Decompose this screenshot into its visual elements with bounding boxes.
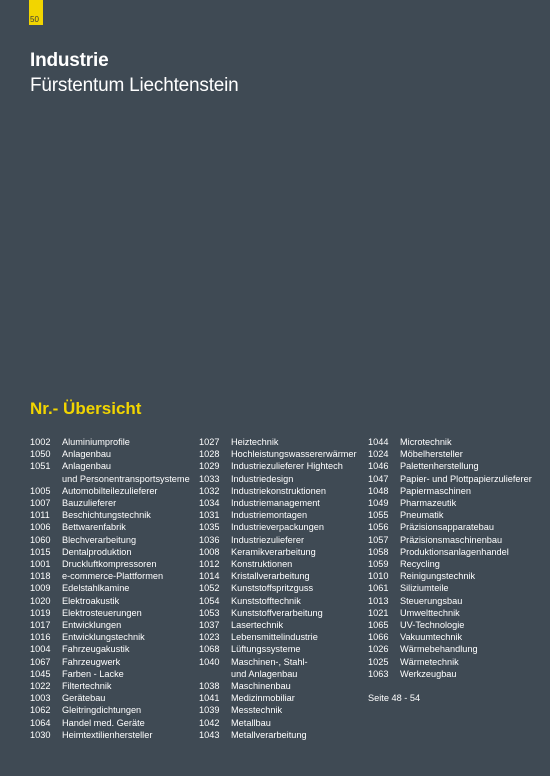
index-entry (199, 546, 357, 558)
index-entry (30, 643, 190, 655)
index-entry (199, 473, 357, 485)
index-entry (30, 717, 190, 729)
index-entry-label: Reinigungstechnik (400, 571, 476, 582)
index-entry-label: Präzisionsmaschinenbau (400, 534, 503, 545)
index-entry-number: 1025 (368, 656, 389, 667)
index-entry-number: 1049 (368, 498, 389, 509)
index-entry-number: 1054 (199, 595, 220, 606)
index-entry-number: 1061 (368, 583, 389, 594)
index-entry-label: Wärmebehandlung (400, 644, 478, 655)
index-entry-number: 1039 (199, 705, 220, 716)
index-entry-number: 1009 (30, 583, 51, 594)
index-entry (368, 558, 532, 570)
index-entry-label: Industriemanagement (231, 498, 320, 509)
index-entry (368, 656, 532, 668)
index-entry-label: Beschichtungstechnik (62, 510, 151, 521)
index-entry-label: Entwicklungstechnik (62, 632, 145, 643)
index-column-1 (30, 436, 190, 741)
index-entry-number: 1051 (30, 461, 51, 472)
index-entry-label: Papier- und Plottpapierzulieferer (400, 473, 532, 484)
index-entry (199, 595, 357, 607)
index-entry-number: 1062 (30, 705, 51, 716)
index-entry-label: Keramikverarbeitung (231, 546, 316, 557)
index-entry (368, 436, 532, 448)
index-entry-label: e-commerce-Plattformen (62, 571, 164, 582)
index-entry-number: 1032 (199, 485, 220, 496)
index-entry-number: 1059 (368, 559, 389, 570)
index-entry (368, 460, 532, 472)
index-entry-number: 1048 (368, 485, 389, 496)
index-entry (368, 473, 532, 485)
index-entry-label: Microtechnik (400, 437, 452, 447)
index-entry (199, 521, 357, 533)
index-entry-label: Industrieverpackungen (231, 522, 324, 533)
index-entry (30, 546, 190, 558)
index-entry-number: 1023 (199, 632, 220, 643)
index-entry-label: Bauzulieferer (62, 498, 117, 509)
index-entry-label: Pneumatik (400, 510, 444, 521)
page-number: 50 (30, 15, 39, 24)
index-entry-label: Messtechnik (231, 705, 283, 716)
index-entry-number: 1047 (368, 473, 389, 484)
index-entry (30, 582, 190, 594)
index-entry-label: Druckluftkompressoren (62, 559, 157, 570)
index-entry-label: Hochleistungswassererwärmer (231, 449, 357, 460)
index-entry (30, 534, 190, 546)
index-entry-number: 1034 (199, 498, 220, 509)
index-entry-number: 1030 (30, 729, 51, 740)
index-entry (30, 656, 190, 668)
index-entry (30, 460, 190, 472)
index-entry-number: 1005 (30, 485, 51, 496)
index-entry (199, 717, 357, 729)
index-entry-number: 1011 (30, 510, 50, 521)
index-entry-number: 1021 (368, 607, 389, 618)
index-entry (30, 570, 190, 582)
index-entry-number: 1046 (368, 461, 389, 472)
index-entry-label: Elektroakustik (62, 595, 120, 606)
index-entry-number: 1060 (30, 534, 51, 545)
index-entry-label: Medizinmobiliar (231, 693, 295, 704)
index-entry-label: Metallbau (231, 717, 271, 728)
index-entry-number: 1004 (30, 644, 51, 655)
index-entry-label: UV-Technologie (400, 620, 465, 631)
index-entry-label: und Anlagenbau (231, 668, 298, 679)
index-entry-label: Kunststoffspritzguss (231, 583, 314, 594)
index-entry (368, 643, 532, 655)
index-entry-label: Maschinenbau (231, 681, 291, 692)
index-entry (199, 509, 357, 521)
index-entry-label: Produktionsanlagenhandel (400, 546, 509, 557)
index-entry-number: 1027 (199, 437, 220, 447)
index-entry-label: Pharmazeutik (400, 498, 457, 509)
index-entry (30, 668, 190, 680)
index-entry-number: 1020 (30, 595, 51, 606)
section-heading: Nr.- Übersicht (30, 399, 142, 418)
index-entry (199, 460, 357, 472)
index-entry-number: 1036 (199, 534, 220, 545)
index-entry (199, 631, 357, 643)
index-column-2 (199, 436, 357, 741)
page-number-badge (29, 0, 43, 25)
index-entry-label: und Personentransportsysteme (62, 473, 190, 484)
index-entry (30, 521, 190, 533)
index-entry (199, 558, 357, 570)
index-entry-label: Industriedesign (231, 473, 294, 484)
index-entry-number: 1064 (30, 717, 51, 728)
index-entry (30, 558, 190, 570)
index-entry-label: Anlagenbau (62, 449, 112, 460)
index-entry (30, 485, 190, 497)
index-entry-label: Automobilteilezulieferer (62, 485, 158, 496)
index-entry-number: 1043 (199, 729, 220, 740)
index-entry (368, 668, 532, 680)
index-entry-label: Entwicklungen (62, 620, 122, 631)
index-entry-label: Fahrzeugwerk (62, 656, 121, 667)
index-entry-label: Vakuumtechnik (400, 632, 463, 643)
index-entry-label: Farben - Lacke (62, 668, 124, 679)
index-entry-label: Industriezulieferer Hightech (231, 461, 343, 472)
index-entry-label: Umwelttechnik (400, 607, 460, 618)
index-entry-label: Edelstahlkamine (62, 583, 130, 594)
index-entry (368, 509, 532, 521)
index-entry (368, 570, 532, 582)
index-entry-number (30, 473, 62, 485)
index-entry-label: Industriekonstruktionen (231, 485, 326, 496)
index-entry (199, 704, 357, 716)
index-entry-label: Fahrzeugakustik (62, 644, 130, 655)
index-entry (368, 485, 532, 497)
index-entry-number: 1029 (199, 461, 220, 472)
index-entry-number: 1058 (368, 546, 389, 557)
index-entry-label: Palettenherstellung (400, 461, 479, 472)
index-entry-number: 1007 (30, 498, 51, 509)
index-entry-number: 1052 (199, 583, 220, 594)
index-entry (30, 473, 190, 485)
index-entry (30, 704, 190, 716)
index-entry-number: 1026 (368, 644, 389, 655)
index-entry-number (199, 668, 231, 680)
index-entry (199, 668, 357, 680)
index-entry-number: 1018 (30, 571, 51, 582)
index-entry-label: Maschinen-, Stahl- (231, 656, 308, 667)
index-entry-number: 1003 (30, 693, 51, 704)
index-entry (30, 509, 190, 521)
index-entry (368, 619, 532, 631)
index-entry (30, 692, 190, 704)
index-entry-number: 1065 (368, 620, 389, 631)
index-entry-number: 1033 (199, 473, 220, 484)
index-entry-number: 1008 (199, 546, 220, 557)
index-entry-number: 1035 (199, 522, 220, 533)
index-entry (199, 729, 357, 741)
page-reference-note: Seite 48 - 54 (368, 693, 421, 704)
index-entry-label: Gerätebau (62, 693, 106, 704)
index-entry-label: Gleitringdichtungen (62, 705, 142, 716)
index-entry-number: 1031 (199, 510, 220, 521)
index-entry-label: Metallverarbeitung (231, 729, 307, 740)
index-entry-number: 1037 (199, 620, 220, 631)
index-entry-label: Werkzeugbau (400, 668, 457, 679)
index-entry-label: Steuerungsbau (400, 595, 463, 606)
index-entry-label: Präzisionsapparatebau (400, 522, 494, 533)
index-entry-label: Wärmetechnik (400, 656, 459, 667)
index-entry-number: 1015 (30, 546, 51, 557)
index-entry-label: Lebensmittelindustrie (231, 632, 318, 643)
index-entry (199, 607, 357, 619)
index-entry-number: 1017 (30, 620, 51, 631)
index-entry (368, 595, 532, 607)
index-entry-number: 1042 (199, 717, 220, 728)
index-entry-label: Recycling (400, 559, 440, 570)
index-entry-label: Kristallverarbeitung (231, 571, 310, 582)
index-entry-number: 1053 (199, 607, 220, 618)
index-entry-number: 1006 (30, 522, 51, 533)
index-entry (30, 607, 190, 619)
index-column-3 (368, 436, 532, 704)
index-entry-label: Industriezulieferer (231, 534, 305, 545)
index-entry (199, 570, 357, 582)
index-entry-label: Möbelhersteller (400, 449, 463, 460)
index-entry-label: Lasertechnik (231, 620, 284, 631)
index-entry-number: 1066 (368, 632, 389, 643)
index-entry-label: Filtertechnik (62, 681, 112, 692)
index-entry-number: 1063 (368, 668, 389, 679)
index-entry-number: 1055 (368, 510, 389, 521)
index-entry (199, 485, 357, 497)
index-entry (368, 607, 532, 619)
index-entry-label: Lüftungssysteme (231, 644, 301, 655)
index-entry-number: 1001 (30, 559, 51, 570)
index-entry-label: Siliziumteile (400, 583, 449, 594)
index-entry-label: Konstruktionen (231, 559, 293, 570)
index-entry-number: 1068 (199, 644, 220, 655)
page-title: Industrie (30, 50, 109, 71)
index-entry (199, 643, 357, 655)
index-entry-number: 1067 (30, 656, 51, 667)
index-entry (199, 656, 357, 668)
index-entry-number: 1028 (199, 449, 220, 460)
index-entry-number: 1016 (30, 632, 51, 643)
index-entry-number: 1013 (368, 595, 389, 606)
index-entry (30, 595, 190, 607)
index-entry-number: 1041 (199, 693, 220, 704)
index-entry (30, 619, 190, 631)
index-entry-number: 1014 (199, 571, 220, 582)
index-entry (199, 497, 357, 509)
index-entry-number: 1024 (368, 449, 389, 460)
index-entry (199, 680, 357, 692)
index-entry-label: Dentalproduktion (62, 546, 132, 557)
index-entry (368, 497, 532, 509)
index-entry-number: 1019 (30, 607, 51, 618)
index-entry-number: 1056 (368, 522, 389, 533)
index-entry-label: Elektrosteuerungen (62, 607, 142, 618)
index-entry (199, 692, 357, 704)
index-entry (30, 436, 190, 448)
index-entry-number: 1050 (30, 449, 51, 460)
index-entry (30, 680, 190, 692)
index-entry-label: Kunststoffverarbeitung (231, 607, 323, 618)
index-entry-label: Heiztechnik (231, 437, 279, 447)
index-entry (199, 448, 357, 460)
index-entry-number: 1022 (30, 681, 51, 692)
index-entry-label: Handel med. Geräte (62, 717, 145, 728)
index-entry (368, 582, 532, 594)
index-entry (30, 729, 190, 741)
index-entry (199, 582, 357, 594)
index-entry (368, 534, 532, 546)
index-entry (199, 619, 357, 631)
index-entry-number: 1012 (199, 559, 220, 570)
index-entry-number: 1045 (30, 668, 51, 679)
index-entry (30, 448, 190, 460)
page-subtitle: Fürstentum Liechtenstein (30, 75, 239, 96)
index-entry (30, 497, 190, 509)
index-entry (199, 436, 357, 448)
index-entry (368, 546, 532, 558)
index-entry-label: Blechverarbeitung (62, 534, 137, 545)
index-entry-label: Kunststofftechnik (231, 595, 301, 606)
index-entry-number: 1010 (368, 571, 389, 582)
index-entry-number: 1044 (368, 437, 389, 447)
index-entry (30, 631, 190, 643)
index-entry (368, 631, 532, 643)
index-entry-label: Heimtextilienhersteller (62, 729, 153, 740)
index-entry (368, 521, 532, 533)
index-entry-label: Anlagenbau (62, 461, 112, 472)
index-entry (199, 534, 357, 546)
index-entry-number: 1002 (30, 437, 51, 447)
index-entry-label: Bettwarenfabrik (62, 522, 126, 533)
index-entry (368, 448, 532, 460)
index-entry-number: 1038 (199, 681, 220, 692)
index-entry-label: Aluminiumprofile (62, 437, 130, 447)
index-entry-label: Papiermaschinen (400, 485, 471, 496)
index-entry-number: 1057 (368, 534, 389, 545)
index-entry-number: 1040 (199, 656, 220, 667)
index-entry-label: Industriemontagen (231, 510, 308, 521)
